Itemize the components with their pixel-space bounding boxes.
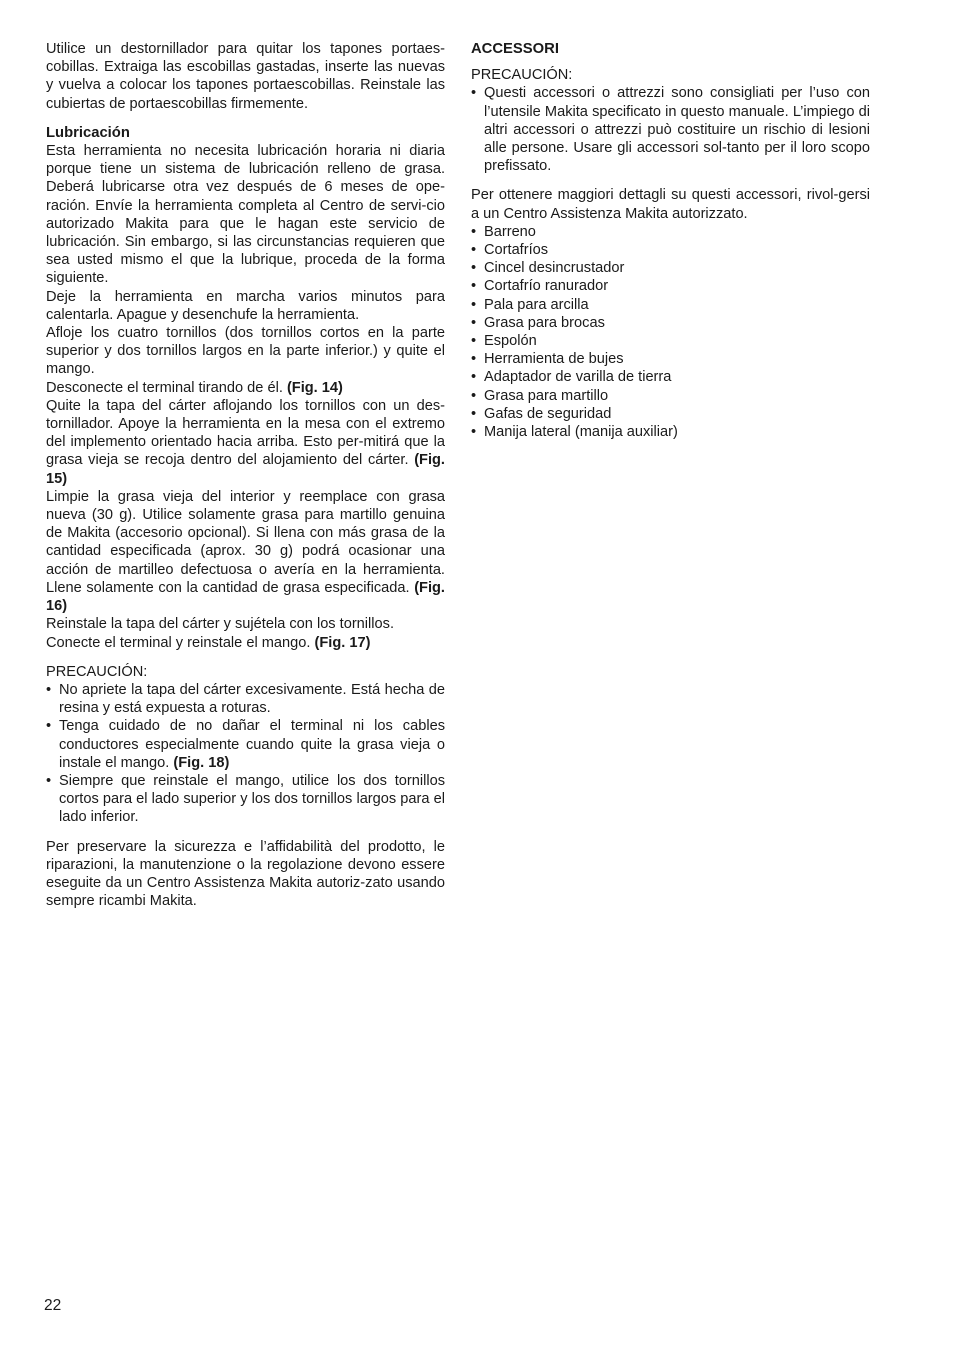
- paragraph-text: Desconecte el terminal tirando de él.: [46, 379, 287, 396]
- bullet-glyph: •: [471, 369, 477, 386]
- info-paragraph: Per ottenere maggiori dettagli su questi accessori, rivol-gersi a un Centro Assistenza Makita autorizzato.: [471, 187, 870, 222]
- bullet-glyph: •: [471, 333, 477, 350]
- list-item: [471, 84, 870, 175]
- fig-reference: (Fig. 14): [286, 379, 343, 396]
- bullet-glyph: •: [471, 223, 477, 240]
- lubrication-paragraph-1: Esta herramienta no necesita lubricación horaria ni diaria porque tiene un sistema de lubricación relleno de grasa. Deberá lubricarse otra vez después de 6 meses de ope-ración. Envíe la herramienta completa al Centro de servi-cio autorizado Makita para que le hagan este servicio de lubricación. Sin embargo, si las circunstancias requieren que sea usted mismo el que la lubrique, proceda de la forma siguiente.: [46, 143, 445, 287]
- list-item: [471, 296, 870, 314]
- accessory-name: Cincel desincrustador: [484, 260, 625, 277]
- accessory-name: Cortafríos: [484, 242, 549, 259]
- list-item: [46, 717, 445, 772]
- caution-text: Questi accessori o attrezzi sono consigliati per l’uso con l’utensile Makita specificato in questo manuale. L’impiego di altri accessori o attrezzi può costituire un rischio di lesioni alle persone. Usare gli accessori sol-tanto per il loro scopo prefissato.: [484, 85, 870, 175]
- list-item: [46, 772, 445, 827]
- bullet-glyph: •: [471, 242, 477, 259]
- caution-text: Tenga cuidado de no dañar el terminal ni los cables conductores especialmente cuando quite la grasa vieja o instale el mango.: [59, 718, 445, 771]
- bullet-glyph: •: [46, 718, 52, 735]
- brush-replacement-paragraph: Utilice un destornillador para quitar los tapones portaes-cobillas. Extraiga las escobillas gastadas, inserte las nuevas y vuelva a colocar los tapones portaescobillas. Reinstale las cubiertas de portaescobillas firmemente.: [46, 41, 445, 112]
- page-number: 22: [44, 1297, 62, 1314]
- bullet-glyph: •: [471, 424, 477, 441]
- right-column: [471, 40, 870, 441]
- lubrication-paragraph-6: [46, 488, 445, 615]
- caution-label: PRECAUCIÓN:: [46, 663, 148, 680]
- fig-reference: (Fig. 17): [314, 634, 371, 651]
- accessory-name: Grasa para brocas: [484, 314, 605, 331]
- fig-reference: (Fig. 16): [46, 579, 445, 615]
- caution-list: [471, 84, 870, 175]
- bullet-glyph: •: [471, 278, 477, 295]
- lubrication-paragraph-5: [46, 397, 445, 488]
- list-item: [471, 314, 870, 332]
- lubrication-paragraph-8: [46, 634, 445, 652]
- accessory-name: Grasa para martillo: [484, 387, 609, 404]
- list-item: [471, 259, 870, 277]
- fig-reference: (Fig. 18): [173, 754, 230, 771]
- accessories-heading: ACCESSORI: [471, 41, 559, 57]
- left-column: [46, 40, 445, 910]
- paragraph-text: Quite la tapa del cárter aflojando los tornillos con un des-tornillador. Apoye la herramienta en la mesa con el extremo del implemento orientado hacia arriba. Esto per-mitirá que la grasa vieja se recoja dentro del alojamiento del cárter.: [46, 397, 445, 469]
- list-item: [471, 241, 870, 259]
- list-item: [471, 332, 870, 350]
- list-item: [471, 350, 870, 368]
- accessory-name: Adaptador de varilla de tierra: [484, 369, 672, 386]
- accessory-name: Cortafrío ranurador: [484, 278, 609, 295]
- accessory-name: Manija lateral (manija auxiliar): [484, 424, 678, 441]
- list-item: [471, 368, 870, 386]
- caution-text: No apriete la tapa del cárter excesivamente. Está hecha de resina y está expuesta a roturas.: [59, 681, 445, 717]
- bullet-glyph: •: [46, 681, 52, 698]
- lubrication-paragraph-4: [46, 379, 445, 397]
- accessory-name: Pala para arcilla: [484, 296, 589, 313]
- paragraph-text: Limpie la grasa vieja del interior y reemplace con grasa nueva (30 g). Utilice solamente grasa para martillo genuina de Makita (accesorio opcional). Si llena con más grasa de la cantidad especificada (aprox. 30 g) podrá ocasionar una acción de martilleo defectuosa o avería en la herramienta. Llene solamente con la cantidad de grasa especificada.: [46, 488, 445, 596]
- list-item: [471, 405, 870, 423]
- bullet-glyph: •: [46, 772, 52, 789]
- bullet-glyph: •: [471, 314, 477, 331]
- bullet-glyph: •: [471, 351, 477, 368]
- caution-list: [46, 681, 445, 827]
- list-item: [46, 681, 445, 717]
- accessory-name: Herramienta de bujes: [484, 351, 624, 368]
- lubrication-paragraph-2: Deje la herramienta en marcha varios minutos para calentarla. Apague y desenchufe la herramienta.: [46, 288, 445, 323]
- bullet-glyph: •: [471, 387, 477, 404]
- accessory-name: Espolón: [484, 333, 537, 350]
- lubrication-paragraph-3: Afloje los cuatro tornillos (dos tornillos cortos en la parte superior y dos tornillos largos en la parte inferior.) y quite el mango.: [46, 325, 445, 378]
- list-item: [471, 423, 870, 441]
- accessories-list: [471, 223, 870, 441]
- fig-reference: (Fig. 15): [46, 452, 445, 487]
- accessory-name: Barreno: [484, 223, 536, 240]
- bullet-glyph: •: [471, 260, 477, 277]
- caution-text: Siempre que reinstale el mango, utilice los dos tornillos cortos para el lado superior y los dos tornillos largos para el lado inferior.: [59, 772, 445, 826]
- bullet-glyph: •: [471, 296, 477, 313]
- bullet-glyph: •: [471, 85, 477, 102]
- paragraph-text: Conecte el terminal y reinstale el mango.: [46, 634, 315, 651]
- caution-label: PRECAUCIÓN:: [471, 67, 573, 84]
- bullet-glyph: •: [471, 405, 477, 422]
- list-item: [471, 387, 870, 405]
- list-item: [471, 277, 870, 295]
- lubrication-paragraph-7: Reinstale la tapa del cárter y sujétela con los tornillos.: [46, 616, 394, 633]
- lubrication-heading: Lubricación: [46, 124, 130, 141]
- accessory-name: Gafas de seguridad: [484, 405, 612, 422]
- closing-paragraph: Per preservare la sicurezza e l’affidabilità del prodotto, le riparazioni, la manutenzione o la regolazione devono essere eseguite da un Centro Assistenza Makita autoriz-zato usando sempre ricambi Makita.: [46, 838, 445, 910]
- list-item: [471, 223, 870, 241]
